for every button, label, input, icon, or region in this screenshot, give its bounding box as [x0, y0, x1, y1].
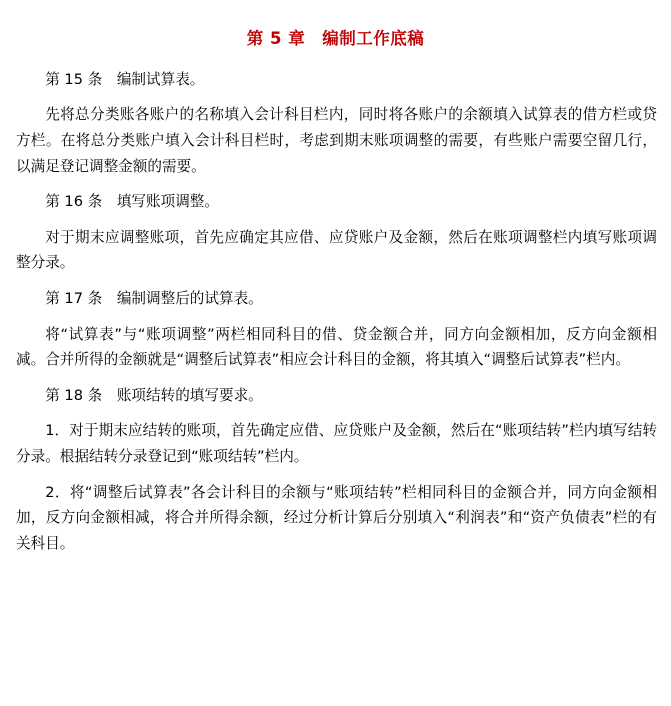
document-body	[0, 67, 671, 557]
paragraph-article-18-heading: 第 18 条 账项结转的填写要求。	[45, 386, 263, 404]
paragraph-article-15-body: 先将总分类账各账户的名称填入会计科目栏内，同时将各账户的余额填入试算表的借方栏或贷方栏。在将总分类账户填入会计科目栏时，考虑到期末账项调整的需要，有些账户需要空留几行，以满足登记调整金额的需要。	[16, 106, 657, 175]
paragraph-article-18-item-2: 2．将“调整后试算表”各会计科目的余额与“账项结转”栏相同科目的金额合并，同方向金额相加，反方向金额相减，将合并所得余额，经过分析计算后分别填入“利润表”和“资产负债表”栏的有关科目。	[16, 483, 657, 552]
page-title: 第 5 章 编制工作底稿	[246, 29, 425, 48]
paragraph-article-16-heading: 第 16 条 填写账项调整。	[45, 193, 219, 211]
paragraph-article-17-body: 将“试算表”与“账项调整”两栏相同科目的借、贷金额合并，同方向金额相加，反方向金额相减。合并所得的金额就是“调整后试算表”相应会计科目的金额，将其填入“调整后试算表”栏内。	[16, 325, 657, 369]
paragraph-article-17-heading: 第 17 条 编制调整后的试算表。	[45, 289, 263, 307]
paragraph-article-16-body: 对于期末应调整账项，首先应确定其应借、应贷账户及金额，然后在账项调整栏内填写账项调整分录。	[16, 228, 657, 272]
paragraph-article-18-item-1: 1．对于期末应结转的账项，首先确定应借、应贷账户及金额，然后在“账项结转”栏内填写结转分录。根据结转分录登记到“账项结转”栏内。	[16, 422, 657, 465]
paragraph-article-15-heading: 第 15 条 编制试算表。	[45, 70, 205, 88]
